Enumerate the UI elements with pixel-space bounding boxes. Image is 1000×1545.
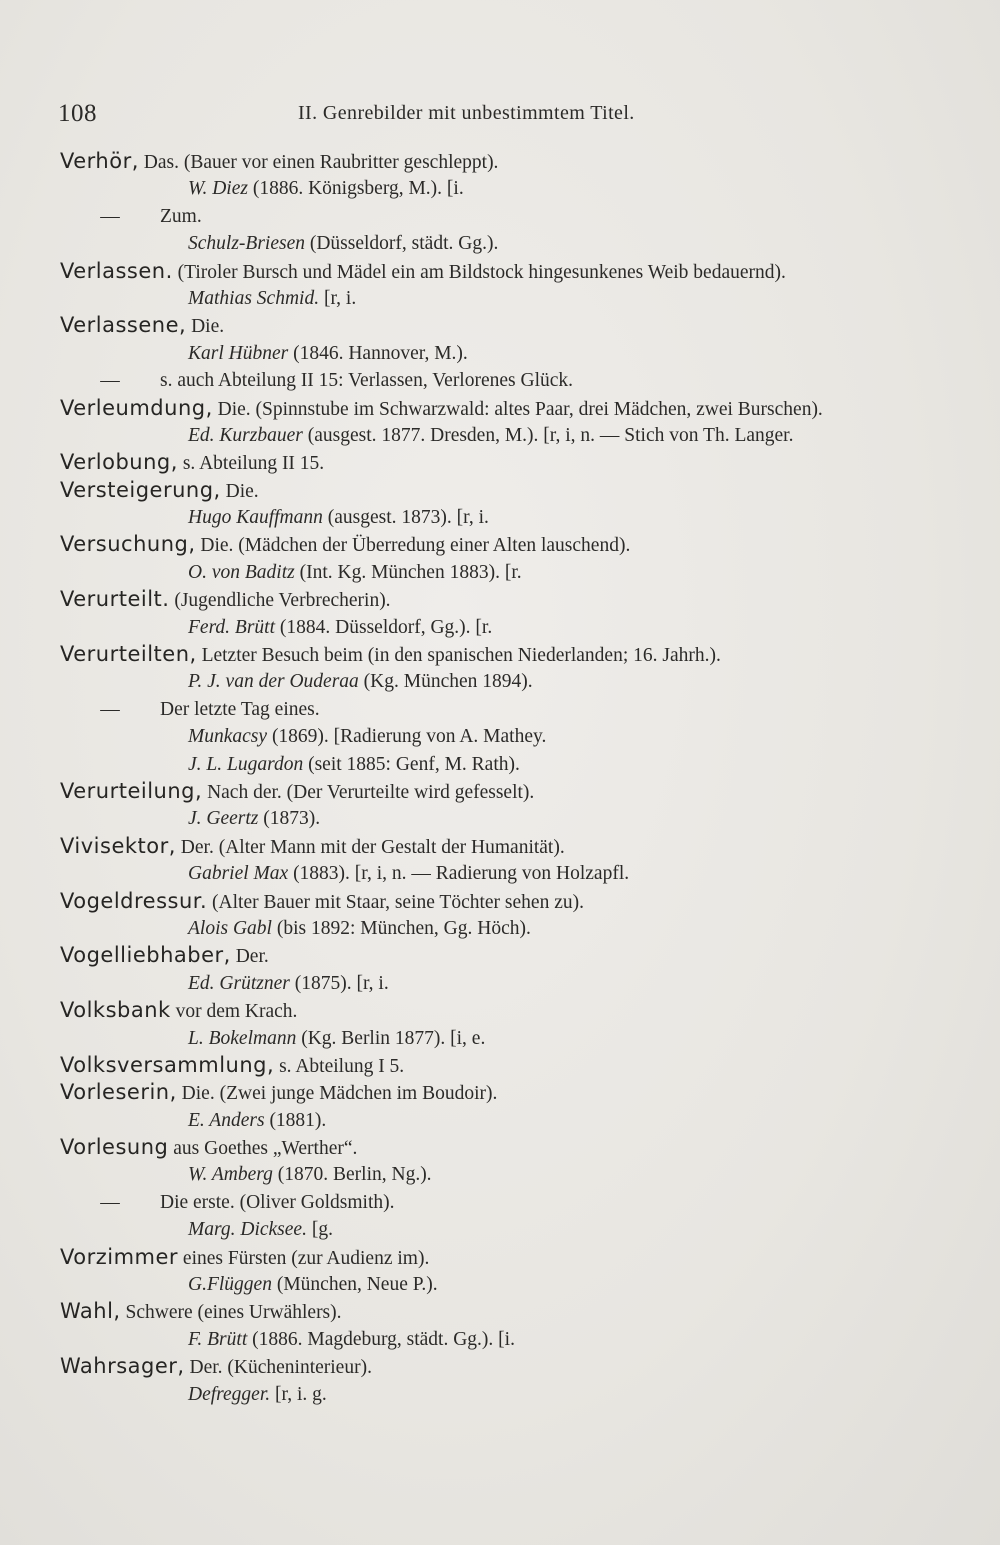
entry-description: Der. <box>230 946 269 968</box>
entry-artist-line <box>0 751 1000 778</box>
artist-name: Karl Hübner <box>188 342 289 364</box>
entry-heading-line <box>0 395 1000 422</box>
entry-description: Das. (Bauer vor einen Raubritter geschleppt). <box>138 152 499 173</box>
page-header <box>58 100 938 134</box>
artist-name: O. von Baditz <box>188 561 295 583</box>
repeat-dash: — <box>100 1191 120 1213</box>
entry-heading-line <box>0 477 1000 504</box>
entry-keyword: Vogelliebhaber, <box>60 943 231 968</box>
entry-artist-line <box>0 230 1000 257</box>
artist-name: F. Brütt <box>188 1328 248 1350</box>
artwork-details: (1869). [Radierung von A. Mathey. <box>267 726 547 748</box>
entry-heading-line <box>0 449 1000 476</box>
entry-artist-line <box>0 723 1000 750</box>
entry-heading-line <box>0 1134 1000 1161</box>
entry-heading-line <box>0 1244 1000 1271</box>
artist-name: Ed. Kurzbauer <box>188 424 303 446</box>
entry-heading-line <box>0 531 1000 558</box>
artwork-details: (Kg. München 1894). <box>358 671 533 693</box>
artwork-details: (ausgest. 1873). [r, i. <box>322 507 489 529</box>
artwork-details: (Düsseldorf, städt. Gg.). <box>304 233 499 255</box>
entry-artist-line <box>0 1107 1000 1134</box>
artwork-details: (ausgest. 1877. Dresden, M.). [r, i, n. — Stich von Th. Langer. <box>302 424 794 446</box>
entry-description: Letzter Besuch beim (in den spanischen Niederlanden; 16. Jahrh.). <box>196 645 721 667</box>
entry-keyword: Verurteilung, <box>60 778 203 803</box>
entry-description: Die erste. (Oliver Goldsmith). <box>160 1191 395 1213</box>
entry-keyword: Wahrsager, <box>60 1354 185 1379</box>
artist-name: Ed. Grützner <box>188 972 290 994</box>
entry-description: Schwere (eines Urwählers). <box>120 1302 342 1324</box>
artwork-details: (1846. Hannover, M.). <box>288 342 468 364</box>
artist-name: Alois Gabl <box>188 917 272 939</box>
artist-name: Ferd. Brütt <box>188 616 276 638</box>
entry-heading-line <box>0 1052 1000 1079</box>
index-entries <box>0 148 1000 1408</box>
entry-subheading-line <box>0 367 1000 394</box>
entry-artist-line <box>0 860 1000 887</box>
artwork-details: [r, i. g. <box>270 1383 327 1405</box>
entry-heading-line <box>0 312 1000 339</box>
artist-name: J. L. Lugardon <box>188 753 304 775</box>
artwork-details: (1886. Magdeburg, städt. Gg.). [i. <box>247 1328 515 1350</box>
entry-keyword: Vogeldressur. <box>60 888 208 913</box>
entry-keyword: Volksversammlung, <box>60 1052 275 1077</box>
entry-artist-line <box>0 1326 1000 1353</box>
entry-artist-line <box>0 668 1000 695</box>
artwork-details: (1873). <box>258 808 321 830</box>
entry-heading-line <box>0 1353 1000 1380</box>
entry-artist-line <box>0 614 1000 641</box>
entry-description: s. auch Abteilung II 15: Verlassen, Verlorenes Glück. <box>160 370 574 392</box>
entry-artist-line <box>0 559 1000 586</box>
artist-name: L. Bokelmann <box>188 1027 297 1049</box>
entry-keyword: Versteigerung, <box>60 477 221 502</box>
entry-subheading-line <box>0 696 1000 723</box>
entry-keyword: Verlassene, <box>60 313 187 338</box>
entry-heading-line <box>0 1298 1000 1325</box>
entry-description: eines Fürsten (zur Audienz im). <box>178 1247 430 1269</box>
entry-keyword: Vorleserin, <box>60 1080 177 1105</box>
entry-artist-line <box>0 340 1000 367</box>
artwork-details: [g. <box>306 1219 333 1241</box>
artwork-details: (1870. Berlin, Ng.). <box>272 1164 432 1186</box>
entry-keyword: Verhör, <box>60 149 139 173</box>
entry-keyword: Wahl, <box>60 1299 121 1324</box>
entry-heading-line <box>0 1079 1000 1106</box>
page-number: 108 <box>58 100 97 127</box>
artwork-details: (Kg. Berlin 1877). [i, e. <box>296 1027 486 1049</box>
artist-name: Defregger. <box>188 1383 271 1405</box>
entry-heading-line <box>0 942 1000 969</box>
entry-keyword: Verleumdung, <box>60 395 213 420</box>
artist-name: Marg. Dicksee. <box>188 1219 307 1241</box>
entry-description: Zum. <box>160 205 202 227</box>
entry-heading-line <box>0 888 1000 915</box>
entry-description: Der letzte Tag eines. <box>160 698 320 720</box>
artist-name: Mathias Schmid. <box>188 287 320 309</box>
repeat-dash: — <box>100 698 120 720</box>
entry-description: (Jugendliche Verbrecherin). <box>169 590 391 612</box>
entry-subheading-line <box>0 203 1000 230</box>
entry-description: s. Abteilung I 5. <box>274 1055 405 1077</box>
running-title: II. Genrebilder mit unbestimmtem Titel. <box>298 102 635 124</box>
artwork-details: (1883). [r, i, n. — Radierung von Holzapfl. <box>288 863 630 885</box>
entry-keyword: Verurteilten, <box>60 642 197 667</box>
entry-keyword: Versuchung, <box>60 532 196 557</box>
artist-name: W. Diez <box>188 178 248 200</box>
artist-name: G.Flüggen <box>188 1274 272 1296</box>
entry-artist-line <box>0 915 1000 942</box>
artist-name: P. J. van der Ouderaa <box>188 671 359 693</box>
artist-name: E. Anders <box>188 1109 265 1131</box>
entry-description: (Tiroler Bursch und Mädel ein am Bildstock hingesunkenes Weib bedauernd). <box>172 261 786 283</box>
entry-description: Die. <box>220 480 259 502</box>
artist-name: J. Geertz <box>188 808 259 830</box>
entry-heading-line <box>0 148 1000 175</box>
entry-keyword: Vorzimmer <box>60 1244 179 1269</box>
entry-description: Die. (Spinnstube im Schwarzwald: altes Paar, drei Mädchen, zwei Burschen). <box>212 398 823 420</box>
entry-description: Nach der. (Der Verurteilte wird gefesselt). <box>202 781 535 803</box>
entry-keyword: Verurteilt. <box>60 587 170 612</box>
entry-artist-line <box>0 1025 1000 1052</box>
artist-name: W. Amberg <box>188 1164 273 1186</box>
artwork-details: (bis 1892: München, Gg. Höch). <box>271 917 531 939</box>
artist-name: Hugo Kauffmann <box>188 507 323 529</box>
entry-artist-line <box>0 805 1000 832</box>
entry-keyword: Vorlesung <box>60 1135 169 1160</box>
entry-artist-line <box>0 285 1000 312</box>
entry-heading-line <box>0 997 1000 1024</box>
entry-heading-line <box>0 586 1000 613</box>
entry-artist-line <box>0 1271 1000 1298</box>
entry-description: (Alter Bauer mit Staar, seine Töchter sehen zu). <box>207 891 584 913</box>
repeat-dash: — <box>100 205 120 227</box>
entry-description: Die. (Mädchen der Überredung einer Alten lauschend). <box>195 535 631 557</box>
entry-heading-line <box>0 778 1000 805</box>
entry-description: vor dem Krach. <box>170 1001 298 1023</box>
entry-description: s. Abteilung II 15. <box>177 453 325 475</box>
artwork-details: (1875). [r, i. <box>289 972 389 994</box>
entry-artist-line <box>0 1161 1000 1188</box>
artwork-details: (Int. Kg. München 1883). [r. <box>294 561 522 583</box>
artwork-details: (1884. Düsseldorf, Gg.). [r. <box>275 616 493 638</box>
entry-artist-line <box>0 1216 1000 1243</box>
entry-keyword: Vivisektor, <box>60 833 176 858</box>
artwork-details: (1886. Königsberg, M.). [i. <box>247 178 464 200</box>
entry-description: Die. <box>186 316 225 338</box>
entry-artist-line <box>0 970 1000 997</box>
artwork-details: [r, i. <box>319 287 357 309</box>
artwork-details: (seit 1885: Genf, M. Rath). <box>303 753 520 775</box>
entry-description: Die. (Zwei junge Mädchen im Boudoir). <box>176 1083 498 1105</box>
artist-name: Gabriel Max <box>188 863 289 885</box>
entry-keyword: Verlobung, <box>60 450 178 475</box>
artist-name: Munkacsy <box>188 726 268 748</box>
repeat-dash: — <box>100 370 120 392</box>
artist-name: Schulz-Briesen <box>188 233 305 255</box>
entry-artist-line <box>0 1381 1000 1408</box>
artwork-details: (München, Neue P.). <box>271 1274 438 1296</box>
entry-subheading-line <box>0 1189 1000 1216</box>
entry-artist-line <box>0 504 1000 531</box>
entry-keyword: Verlassen. <box>60 258 173 283</box>
artwork-details: (1881). <box>264 1109 327 1131</box>
entry-artist-line <box>0 422 1000 449</box>
entry-description: aus Goethes „Werther“. <box>168 1138 358 1160</box>
entry-keyword: Volksbank <box>60 998 171 1023</box>
entry-artist-line <box>0 175 1000 202</box>
entry-heading-line <box>0 258 1000 285</box>
entry-description: Der. (Kücheninterieur). <box>184 1357 372 1379</box>
entry-heading-line <box>0 833 1000 860</box>
entry-heading-line <box>0 641 1000 668</box>
entry-description: Der. (Alter Mann mit der Gestalt der Humanität). <box>175 836 565 858</box>
